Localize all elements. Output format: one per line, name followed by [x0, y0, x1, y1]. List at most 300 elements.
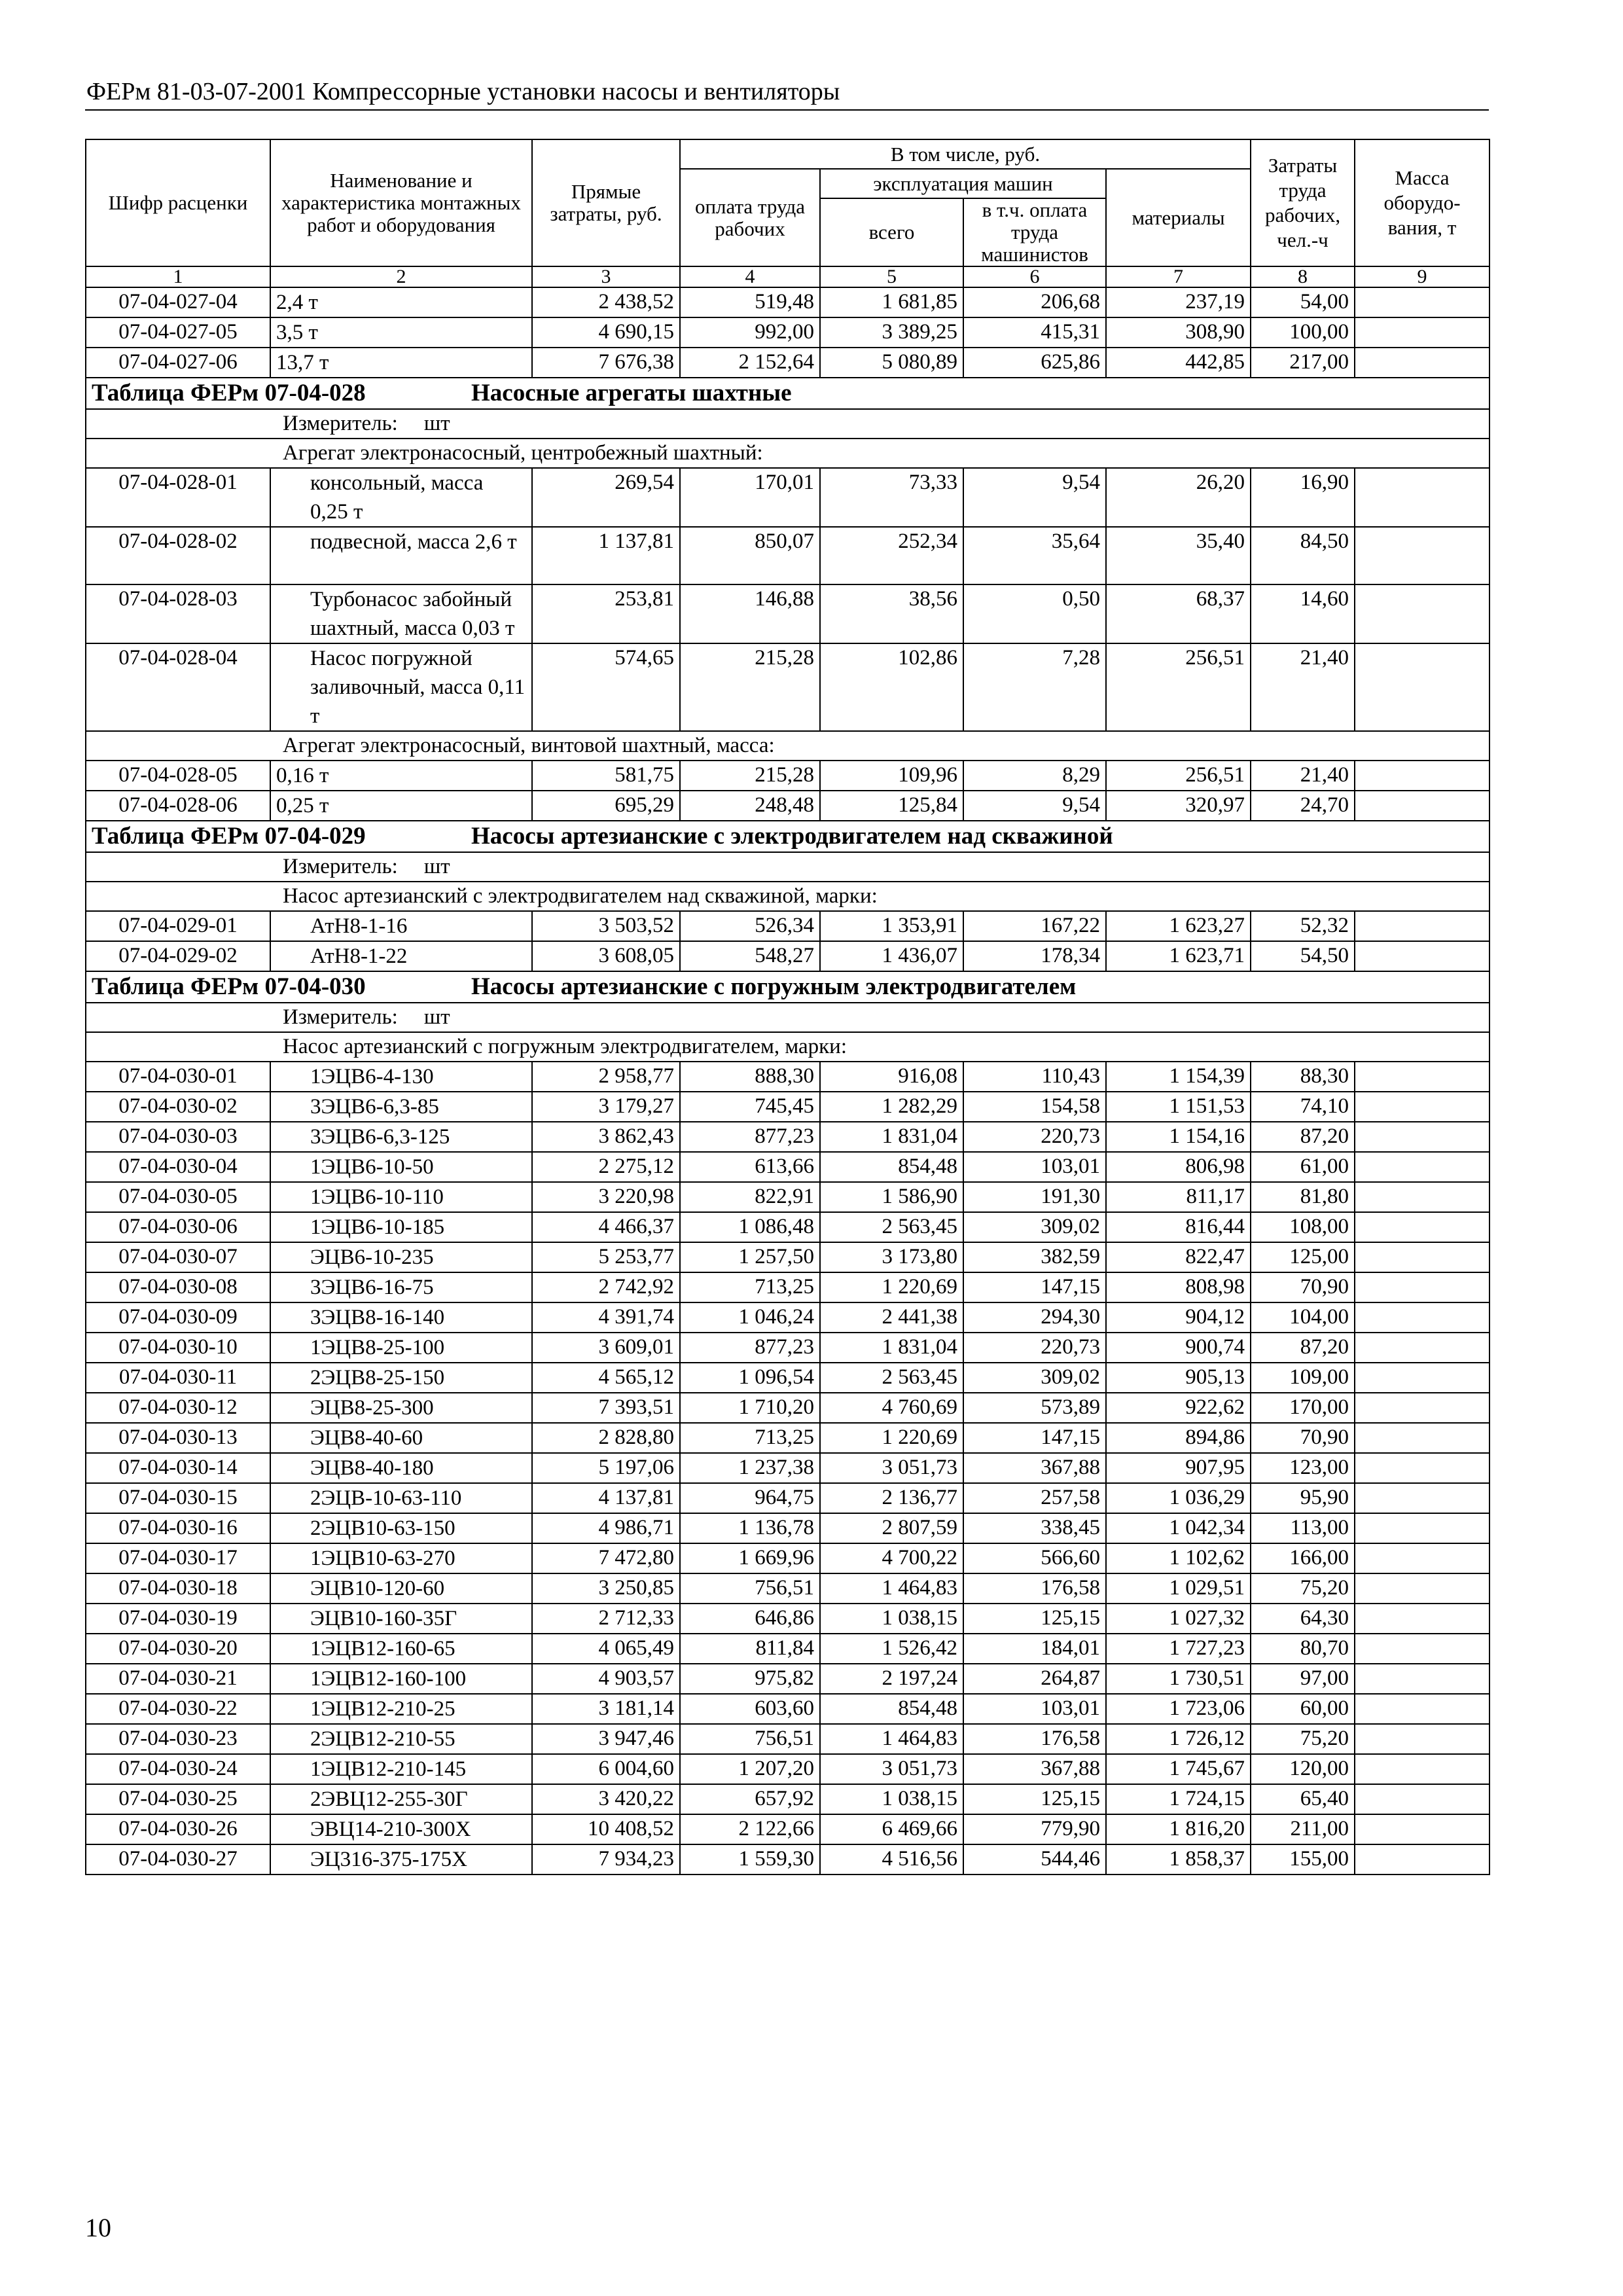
equipment-mass [1355, 1062, 1489, 1092]
materials-cost: 68,37 [1106, 584, 1251, 643]
rate-code: 07-04-027-04 [86, 287, 270, 317]
equipment-mass [1355, 1212, 1489, 1242]
machinists-pay: 294,30 [963, 1302, 1106, 1333]
materials-cost: 442,85 [1106, 348, 1251, 378]
labor-pay: 248,48 [680, 791, 820, 821]
section-table-title: Насосные агрегаты шахтные [471, 380, 792, 406]
materials-cost: 900,74 [1106, 1333, 1251, 1363]
materials-cost: 1 745,67 [1106, 1754, 1251, 1784]
table-row [86, 643, 1489, 731]
table-row [86, 911, 1489, 941]
table-row [86, 1784, 1489, 1814]
col-header-code: Шифр расценки [86, 139, 270, 266]
work-name: 3ЭЦВ6-16-75 [270, 1272, 532, 1302]
rate-code: 07-04-030-14 [86, 1453, 270, 1483]
equipment-mass [1355, 1272, 1489, 1302]
direct-cost: 4 565,12 [532, 1363, 680, 1393]
equipment-mass [1355, 941, 1489, 971]
machines-total: 252,34 [820, 527, 963, 584]
col-header-materials: материалы [1106, 169, 1251, 266]
direct-cost: 253,81 [532, 584, 680, 643]
work-name: 2ЭЦВ8-25-150 [270, 1363, 532, 1393]
materials-cost: 1 154,16 [1106, 1122, 1251, 1152]
machinists-pay: 9,54 [963, 468, 1106, 527]
group-row [86, 882, 1489, 911]
rate-code: 07-04-030-04 [86, 1152, 270, 1182]
work-name: 2ЭВЦ12-255-30Г [270, 1784, 532, 1814]
table-row [86, 1543, 1489, 1573]
machinists-pay: 264,87 [963, 1664, 1106, 1694]
materials-cost: 1 036,29 [1106, 1483, 1251, 1513]
group-row [86, 1032, 1489, 1062]
labor-cost: 21,40 [1251, 643, 1355, 731]
equipment-mass [1355, 1543, 1489, 1573]
machinists-pay: 147,15 [963, 1272, 1106, 1302]
labor-cost: 70,90 [1251, 1423, 1355, 1453]
labor-cost: 54,50 [1251, 941, 1355, 971]
materials-cost: 811,17 [1106, 1182, 1251, 1212]
materials-cost: 1 730,51 [1106, 1664, 1251, 1694]
labor-cost: 100,00 [1251, 317, 1355, 348]
machines-total: 1 831,04 [820, 1333, 963, 1363]
table-row [86, 1814, 1489, 1844]
materials-cost: 1 816,20 [1106, 1814, 1251, 1844]
group-label: Насос артезианский с погружным электродвигателем, марки: [86, 1032, 1489, 1062]
labor-pay: 215,28 [680, 761, 820, 791]
table-header [86, 139, 1489, 287]
measure-cell [86, 1003, 1489, 1032]
direct-cost: 2 712,33 [532, 1604, 680, 1634]
measure-row [86, 1003, 1489, 1032]
work-name: 3ЭЦВ8-16-140 [270, 1302, 532, 1333]
measure-row [86, 852, 1489, 882]
labor-pay: 1 096,54 [680, 1363, 820, 1393]
measure-label: Измеритель: [283, 855, 398, 878]
equipment-mass [1355, 348, 1489, 378]
col-header-machinists-pay: в т.ч. оплата труда машинистов [963, 198, 1106, 266]
table-row [86, 1242, 1489, 1272]
table-row [86, 1573, 1489, 1604]
work-name: Насос погружной заливочный, масса 0,11 т [270, 643, 532, 731]
machinists-pay: 35,64 [963, 527, 1106, 584]
direct-cost: 3 862,43 [532, 1122, 680, 1152]
table-row [86, 584, 1489, 643]
direct-cost: 4 391,74 [532, 1302, 680, 1333]
work-name: Турбонасос забойный шахтный, масса 0,03 т [270, 584, 532, 643]
machinists-pay: 573,89 [963, 1393, 1106, 1423]
labor-cost: 65,40 [1251, 1784, 1355, 1814]
materials-cost: 1 151,53 [1106, 1092, 1251, 1122]
labor-cost: 80,70 [1251, 1634, 1355, 1664]
col-header-labor-pay: оплата труда рабочих [680, 169, 820, 266]
equipment-mass [1355, 527, 1489, 584]
direct-cost: 3 608,05 [532, 941, 680, 971]
section-title [86, 821, 1489, 852]
materials-cost: 1 727,23 [1106, 1634, 1251, 1664]
machines-total: 3 389,25 [820, 317, 963, 348]
labor-pay: 888,30 [680, 1062, 820, 1092]
equipment-mass [1355, 643, 1489, 731]
rate-code: 07-04-030-15 [86, 1483, 270, 1513]
direct-cost: 3 503,52 [532, 911, 680, 941]
work-name: 2,4 т [270, 287, 532, 317]
labor-cost: 75,20 [1251, 1724, 1355, 1754]
labor-pay: 646,86 [680, 1604, 820, 1634]
rate-code: 07-04-030-08 [86, 1272, 270, 1302]
machines-total: 854,48 [820, 1694, 963, 1724]
materials-cost: 1 623,27 [1106, 911, 1251, 941]
equipment-mass [1355, 1513, 1489, 1543]
rate-code: 07-04-030-05 [86, 1182, 270, 1212]
rate-code: 07-04-030-09 [86, 1302, 270, 1333]
measure-row [86, 409, 1489, 439]
rate-code: 07-04-030-23 [86, 1724, 270, 1754]
direct-cost: 7 472,80 [532, 1543, 680, 1573]
work-name: 1ЭЦВ12-160-65 [270, 1634, 532, 1664]
labor-cost: 52,32 [1251, 911, 1355, 941]
machines-total: 4 700,22 [820, 1543, 963, 1573]
group-label: Агрегат электронасосный, центробежный шахтный: [86, 439, 1489, 468]
table-row [86, 1092, 1489, 1122]
materials-cost: 256,51 [1106, 643, 1251, 731]
labor-cost: 64,30 [1251, 1604, 1355, 1634]
equipment-mass [1355, 1724, 1489, 1754]
col-number: 8 [1251, 266, 1355, 287]
direct-cost: 4 137,81 [532, 1483, 680, 1513]
section-table-title: Насосы артезианские с электродвигателем над скважиной [471, 823, 1113, 850]
col-header-equip-mass: Масса оборудо-вания, т [1355, 139, 1489, 266]
section-table-title: Насосы артезианские с погружным электродвигателем [471, 973, 1077, 1000]
table-row [86, 287, 1489, 317]
measure-unit: шт [423, 1005, 450, 1029]
rate-code: 07-04-030-03 [86, 1122, 270, 1152]
work-name: 2ЭЦВ-10-63-110 [270, 1483, 532, 1513]
table-body [86, 287, 1489, 1874]
machines-total: 1 220,69 [820, 1272, 963, 1302]
machines-total: 1 038,15 [820, 1604, 963, 1634]
labor-pay: 713,25 [680, 1423, 820, 1453]
labor-pay: 657,92 [680, 1784, 820, 1814]
direct-cost: 2 742,92 [532, 1272, 680, 1302]
equipment-mass [1355, 1363, 1489, 1393]
equipment-mass [1355, 911, 1489, 941]
rate-code: 07-04-030-17 [86, 1543, 270, 1573]
work-name: АтН8-1-22 [270, 941, 532, 971]
materials-cost: 907,95 [1106, 1453, 1251, 1483]
materials-cost: 26,20 [1106, 468, 1251, 527]
machines-total: 1 353,91 [820, 911, 963, 941]
labor-pay: 2 152,64 [680, 348, 820, 378]
materials-cost: 894,86 [1106, 1423, 1251, 1453]
work-name: 1ЭЦВ12-210-25 [270, 1694, 532, 1724]
col-number: 5 [820, 266, 963, 287]
machines-total: 5 080,89 [820, 348, 963, 378]
direct-cost: 5 253,77 [532, 1242, 680, 1272]
table-row [86, 1634, 1489, 1664]
labor-cost: 87,20 [1251, 1122, 1355, 1152]
materials-cost: 1 154,39 [1106, 1062, 1251, 1092]
rate-code: 07-04-030-06 [86, 1212, 270, 1242]
machinists-pay: 125,15 [963, 1784, 1106, 1814]
work-name: ЭЦВ10-120-60 [270, 1573, 532, 1604]
machines-total: 1 464,83 [820, 1573, 963, 1604]
labor-cost: 155,00 [1251, 1844, 1355, 1874]
materials-cost: 905,13 [1106, 1363, 1251, 1393]
work-name: ЭЦВ6-10-235 [270, 1242, 532, 1272]
table-row [86, 1604, 1489, 1634]
labor-pay: 877,23 [680, 1122, 820, 1152]
materials-cost: 808,98 [1106, 1272, 1251, 1302]
group-label: Агрегат электронасосный, винтовой шахтный, масса: [86, 731, 1489, 761]
table-row [86, 1212, 1489, 1242]
rate-code: 07-04-030-01 [86, 1062, 270, 1092]
labor-cost: 21,40 [1251, 761, 1355, 791]
machinists-pay: 167,22 [963, 911, 1106, 941]
table-row [86, 468, 1489, 527]
equipment-mass [1355, 1242, 1489, 1272]
labor-cost: 70,90 [1251, 1272, 1355, 1302]
work-name: консольный, масса 0,25 т [270, 468, 532, 527]
col-number: 3 [532, 266, 680, 287]
labor-cost: 217,00 [1251, 348, 1355, 378]
machinists-pay: 309,02 [963, 1363, 1106, 1393]
machines-total: 1 282,29 [820, 1092, 963, 1122]
machinists-pay: 191,30 [963, 1182, 1106, 1212]
machines-total: 1 526,42 [820, 1634, 963, 1664]
equipment-mass [1355, 761, 1489, 791]
col-number: 2 [270, 266, 532, 287]
machinists-pay: 147,15 [963, 1423, 1106, 1453]
materials-cost: 1 029,51 [1106, 1573, 1251, 1604]
direct-cost: 3 947,46 [532, 1724, 680, 1754]
machinists-pay: 206,68 [963, 287, 1106, 317]
machinists-pay: 7,28 [963, 643, 1106, 731]
measure-cell [86, 852, 1489, 882]
rate-code: 07-04-030-16 [86, 1513, 270, 1543]
machinists-pay: 382,59 [963, 1242, 1106, 1272]
work-name: 1ЭЦВ6-10-50 [270, 1152, 532, 1182]
machines-total: 73,33 [820, 468, 963, 527]
direct-cost: 695,29 [532, 791, 680, 821]
labor-cost: 120,00 [1251, 1754, 1355, 1784]
materials-cost: 816,44 [1106, 1212, 1251, 1242]
materials-cost: 320,97 [1106, 791, 1251, 821]
table-row [86, 1453, 1489, 1483]
labor-cost: 170,00 [1251, 1393, 1355, 1423]
machines-total: 1 586,90 [820, 1182, 963, 1212]
materials-cost: 308,90 [1106, 317, 1251, 348]
rate-code: 07-04-028-06 [86, 791, 270, 821]
group-label: Насос артезианский с электродвигателем над скважиной, марки: [86, 882, 1489, 911]
materials-cost: 1 723,06 [1106, 1694, 1251, 1724]
direct-cost: 6 004,60 [532, 1754, 680, 1784]
direct-cost: 7 393,51 [532, 1393, 680, 1423]
labor-cost: 61,00 [1251, 1152, 1355, 1182]
document-header: ФЕРм 81-03-07-2001 Компрессорные установки насосы и вентиляторы [86, 78, 840, 105]
direct-cost: 4 690,15 [532, 317, 680, 348]
rate-code: 07-04-030-11 [86, 1363, 270, 1393]
equipment-mass [1355, 1573, 1489, 1604]
labor-pay: 2 122,66 [680, 1814, 820, 1844]
labor-cost: 75,20 [1251, 1573, 1355, 1604]
rate-code: 07-04-028-05 [86, 761, 270, 791]
equipment-mass [1355, 1844, 1489, 1874]
equipment-mass [1355, 1423, 1489, 1453]
machinists-pay: 125,15 [963, 1604, 1106, 1634]
rate-code: 07-04-030-10 [86, 1333, 270, 1363]
section-title [86, 378, 1489, 409]
labor-cost: 166,00 [1251, 1543, 1355, 1573]
machines-total: 916,08 [820, 1062, 963, 1092]
labor-pay: 1 086,48 [680, 1212, 820, 1242]
materials-cost: 1 027,32 [1106, 1604, 1251, 1634]
labor-pay: 992,00 [680, 317, 820, 348]
equipment-mass [1355, 1302, 1489, 1333]
work-name: ЭВЦ14-210-300Х [270, 1814, 532, 1844]
labor-cost: 109,00 [1251, 1363, 1355, 1393]
labor-pay: 1 559,30 [680, 1844, 820, 1874]
machinists-pay: 309,02 [963, 1212, 1106, 1242]
equipment-mass [1355, 1092, 1489, 1122]
rate-code: 07-04-030-27 [86, 1844, 270, 1874]
machines-total: 2 563,45 [820, 1212, 963, 1242]
work-name: ЭЦВ8-40-180 [270, 1453, 532, 1483]
machines-total: 125,84 [820, 791, 963, 821]
materials-cost: 1 858,37 [1106, 1844, 1251, 1874]
machines-total: 2 807,59 [820, 1513, 963, 1543]
labor-cost: 108,00 [1251, 1212, 1355, 1242]
labor-pay: 850,07 [680, 527, 820, 584]
labor-pay: 603,60 [680, 1694, 820, 1724]
table-row [86, 1664, 1489, 1694]
labor-cost: 87,20 [1251, 1333, 1355, 1363]
direct-cost: 3 250,85 [532, 1573, 680, 1604]
header-rule [85, 109, 1489, 111]
measure-label: Измеритель: [283, 1005, 398, 1029]
table-row [86, 1724, 1489, 1754]
equipment-mass [1355, 1182, 1489, 1212]
machines-total: 1 038,15 [820, 1784, 963, 1814]
equipment-mass [1355, 1634, 1489, 1664]
direct-cost: 2 438,52 [532, 287, 680, 317]
col-header-labor-cost: Затраты труда рабочих, чел.-ч [1251, 139, 1355, 266]
table-row [86, 941, 1489, 971]
direct-cost: 10 408,52 [532, 1814, 680, 1844]
rate-code: 07-04-028-04 [86, 643, 270, 731]
materials-cost: 1 726,12 [1106, 1724, 1251, 1754]
machines-total: 3 051,73 [820, 1754, 963, 1784]
machinists-pay: 178,34 [963, 941, 1106, 971]
work-name: 0,16 т [270, 761, 532, 791]
equipment-mass [1355, 287, 1489, 317]
equipment-mass [1355, 791, 1489, 821]
measure-cell [86, 409, 1489, 439]
machines-total: 4 516,56 [820, 1844, 963, 1874]
work-name: ЭЦВ8-40-60 [270, 1423, 532, 1453]
materials-cost: 256,51 [1106, 761, 1251, 791]
rate-code: 07-04-030-20 [86, 1634, 270, 1664]
labor-cost: 97,00 [1251, 1664, 1355, 1694]
equipment-mass [1355, 1754, 1489, 1784]
section-table-number: Таблица ФЕРм 07-04-028 [92, 380, 366, 406]
col-number: 4 [680, 266, 820, 287]
labor-pay: 1 669,96 [680, 1543, 820, 1573]
section-title-row [86, 821, 1489, 852]
labor-pay: 613,66 [680, 1152, 820, 1182]
measure-label: Измеритель: [283, 412, 398, 435]
table-row [86, 1513, 1489, 1543]
equipment-mass [1355, 584, 1489, 643]
labor-pay: 756,51 [680, 1724, 820, 1754]
machinists-pay: 544,46 [963, 1844, 1106, 1874]
work-name: 1ЭЦВ10-63-270 [270, 1543, 532, 1573]
col-header-name: Наименование и характеристика монтажных работ и оборудования [270, 139, 532, 266]
machinists-pay: 110,43 [963, 1062, 1106, 1092]
direct-cost: 7 934,23 [532, 1844, 680, 1874]
equipment-mass [1355, 1453, 1489, 1483]
direct-cost: 574,65 [532, 643, 680, 731]
labor-cost: 60,00 [1251, 1694, 1355, 1724]
machinists-pay: 0,50 [963, 584, 1106, 643]
equipment-mass [1355, 1604, 1489, 1634]
machinists-pay: 566,60 [963, 1543, 1106, 1573]
labor-cost: 113,00 [1251, 1513, 1355, 1543]
machinists-pay: 367,88 [963, 1453, 1106, 1483]
labor-pay: 1 136,78 [680, 1513, 820, 1543]
rate-code: 07-04-030-02 [86, 1092, 270, 1122]
direct-cost: 3 179,27 [532, 1092, 680, 1122]
machines-total: 3 051,73 [820, 1453, 963, 1483]
equipment-mass [1355, 1122, 1489, 1152]
machines-total: 854,48 [820, 1152, 963, 1182]
equipment-mass [1355, 1393, 1489, 1423]
direct-cost: 3 181,14 [532, 1694, 680, 1724]
labor-cost: 81,80 [1251, 1182, 1355, 1212]
direct-cost: 3 220,98 [532, 1182, 680, 1212]
rate-code: 07-04-030-19 [86, 1604, 270, 1634]
table-row [86, 317, 1489, 348]
table-row [86, 348, 1489, 378]
machinists-pay: 176,58 [963, 1724, 1106, 1754]
direct-cost: 4 986,71 [532, 1513, 680, 1543]
labor-cost: 16,90 [1251, 468, 1355, 527]
materials-cost: 1 724,15 [1106, 1784, 1251, 1814]
group-row [86, 731, 1489, 761]
table-row [86, 1062, 1489, 1092]
machinists-pay: 8,29 [963, 761, 1106, 791]
machinists-pay: 367,88 [963, 1754, 1106, 1784]
labor-pay: 964,75 [680, 1483, 820, 1513]
table-row [86, 1122, 1489, 1152]
work-name: 0,25 т [270, 791, 532, 821]
labor-pay: 822,91 [680, 1182, 820, 1212]
direct-cost: 5 197,06 [532, 1453, 680, 1483]
col-number: 9 [1355, 266, 1489, 287]
rate-code: 07-04-030-24 [86, 1754, 270, 1784]
rate-code: 07-04-029-01 [86, 911, 270, 941]
materials-cost: 35,40 [1106, 527, 1251, 584]
equipment-mass [1355, 1152, 1489, 1182]
machinists-pay: 103,01 [963, 1694, 1106, 1724]
equipment-mass [1355, 1483, 1489, 1513]
section-title-row [86, 378, 1489, 409]
table-row [86, 527, 1489, 584]
labor-pay: 1 046,24 [680, 1302, 820, 1333]
table-row [86, 1363, 1489, 1393]
work-name: 3ЭЦВ6-6,3-85 [270, 1092, 532, 1122]
equipment-mass [1355, 1694, 1489, 1724]
labor-pay: 756,51 [680, 1573, 820, 1604]
